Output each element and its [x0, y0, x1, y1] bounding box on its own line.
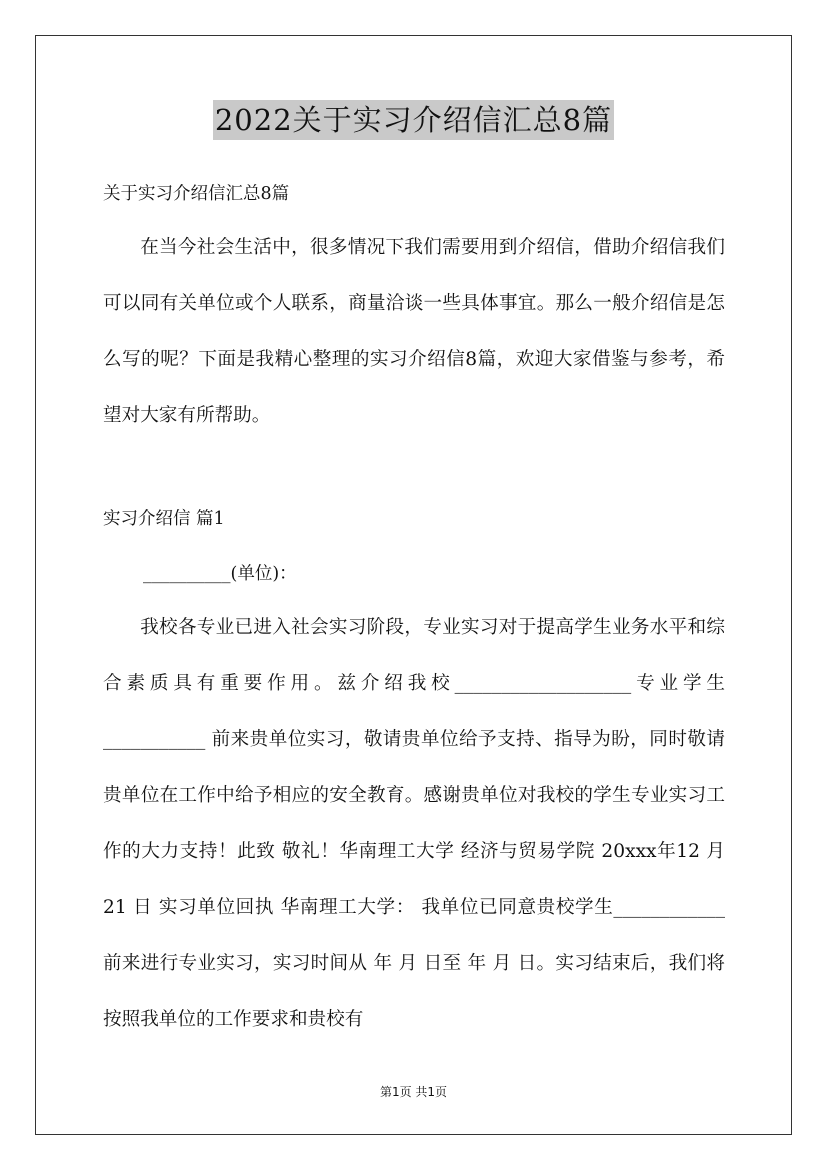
addressee-line: __________(单位)： — [143, 564, 297, 584]
intro-paragraph: 在当今社会生活中，很多情况下我们需要用到介绍信，借助介绍信我们可以同有关单位或个人联系，商量洽谈一些具体事宜。那么一般介绍信是怎么写的呢？下面是我精心整理的实习介绍信8篇，欢迎大家借鉴与参考，希望对大家有所帮助。 — [103, 237, 725, 426]
document-subtitle: 关于实习介绍信汇总8篇 — [103, 184, 290, 204]
page-footer: 第1页 共1页 — [379, 1085, 448, 1099]
title-container — [0, 100, 827, 140]
document-title: 2022关于实习介绍信汇总8篇 — [213, 100, 614, 140]
section-heading: 实习介绍信 篇1 — [103, 509, 225, 529]
letter-body-paragraph: 我校各专业已进入社会实习阶段，专业实习对于提高学生业务水平和综合素质具有重要作用。兹介绍我校___________________专业学生___________ 前来贵单位实习，敬请贵单位给予支持、指导为盼，同时敬请贵单位在工作中给予相应的安全教育。感谢贵单位对我校的学生专业实习工作的大力支持！此致 敬礼！华南理工大学 经济与贸易学院 20xxx年12 月21 日 实习单位回执 华南理工大学： 我单位已同意贵校学生____________前来进行专业实习，实习时间从 年 月 日至 年 月 日。实习结束后，我们将按照我单位的工作要求和贵校有 — [103, 617, 725, 1030]
